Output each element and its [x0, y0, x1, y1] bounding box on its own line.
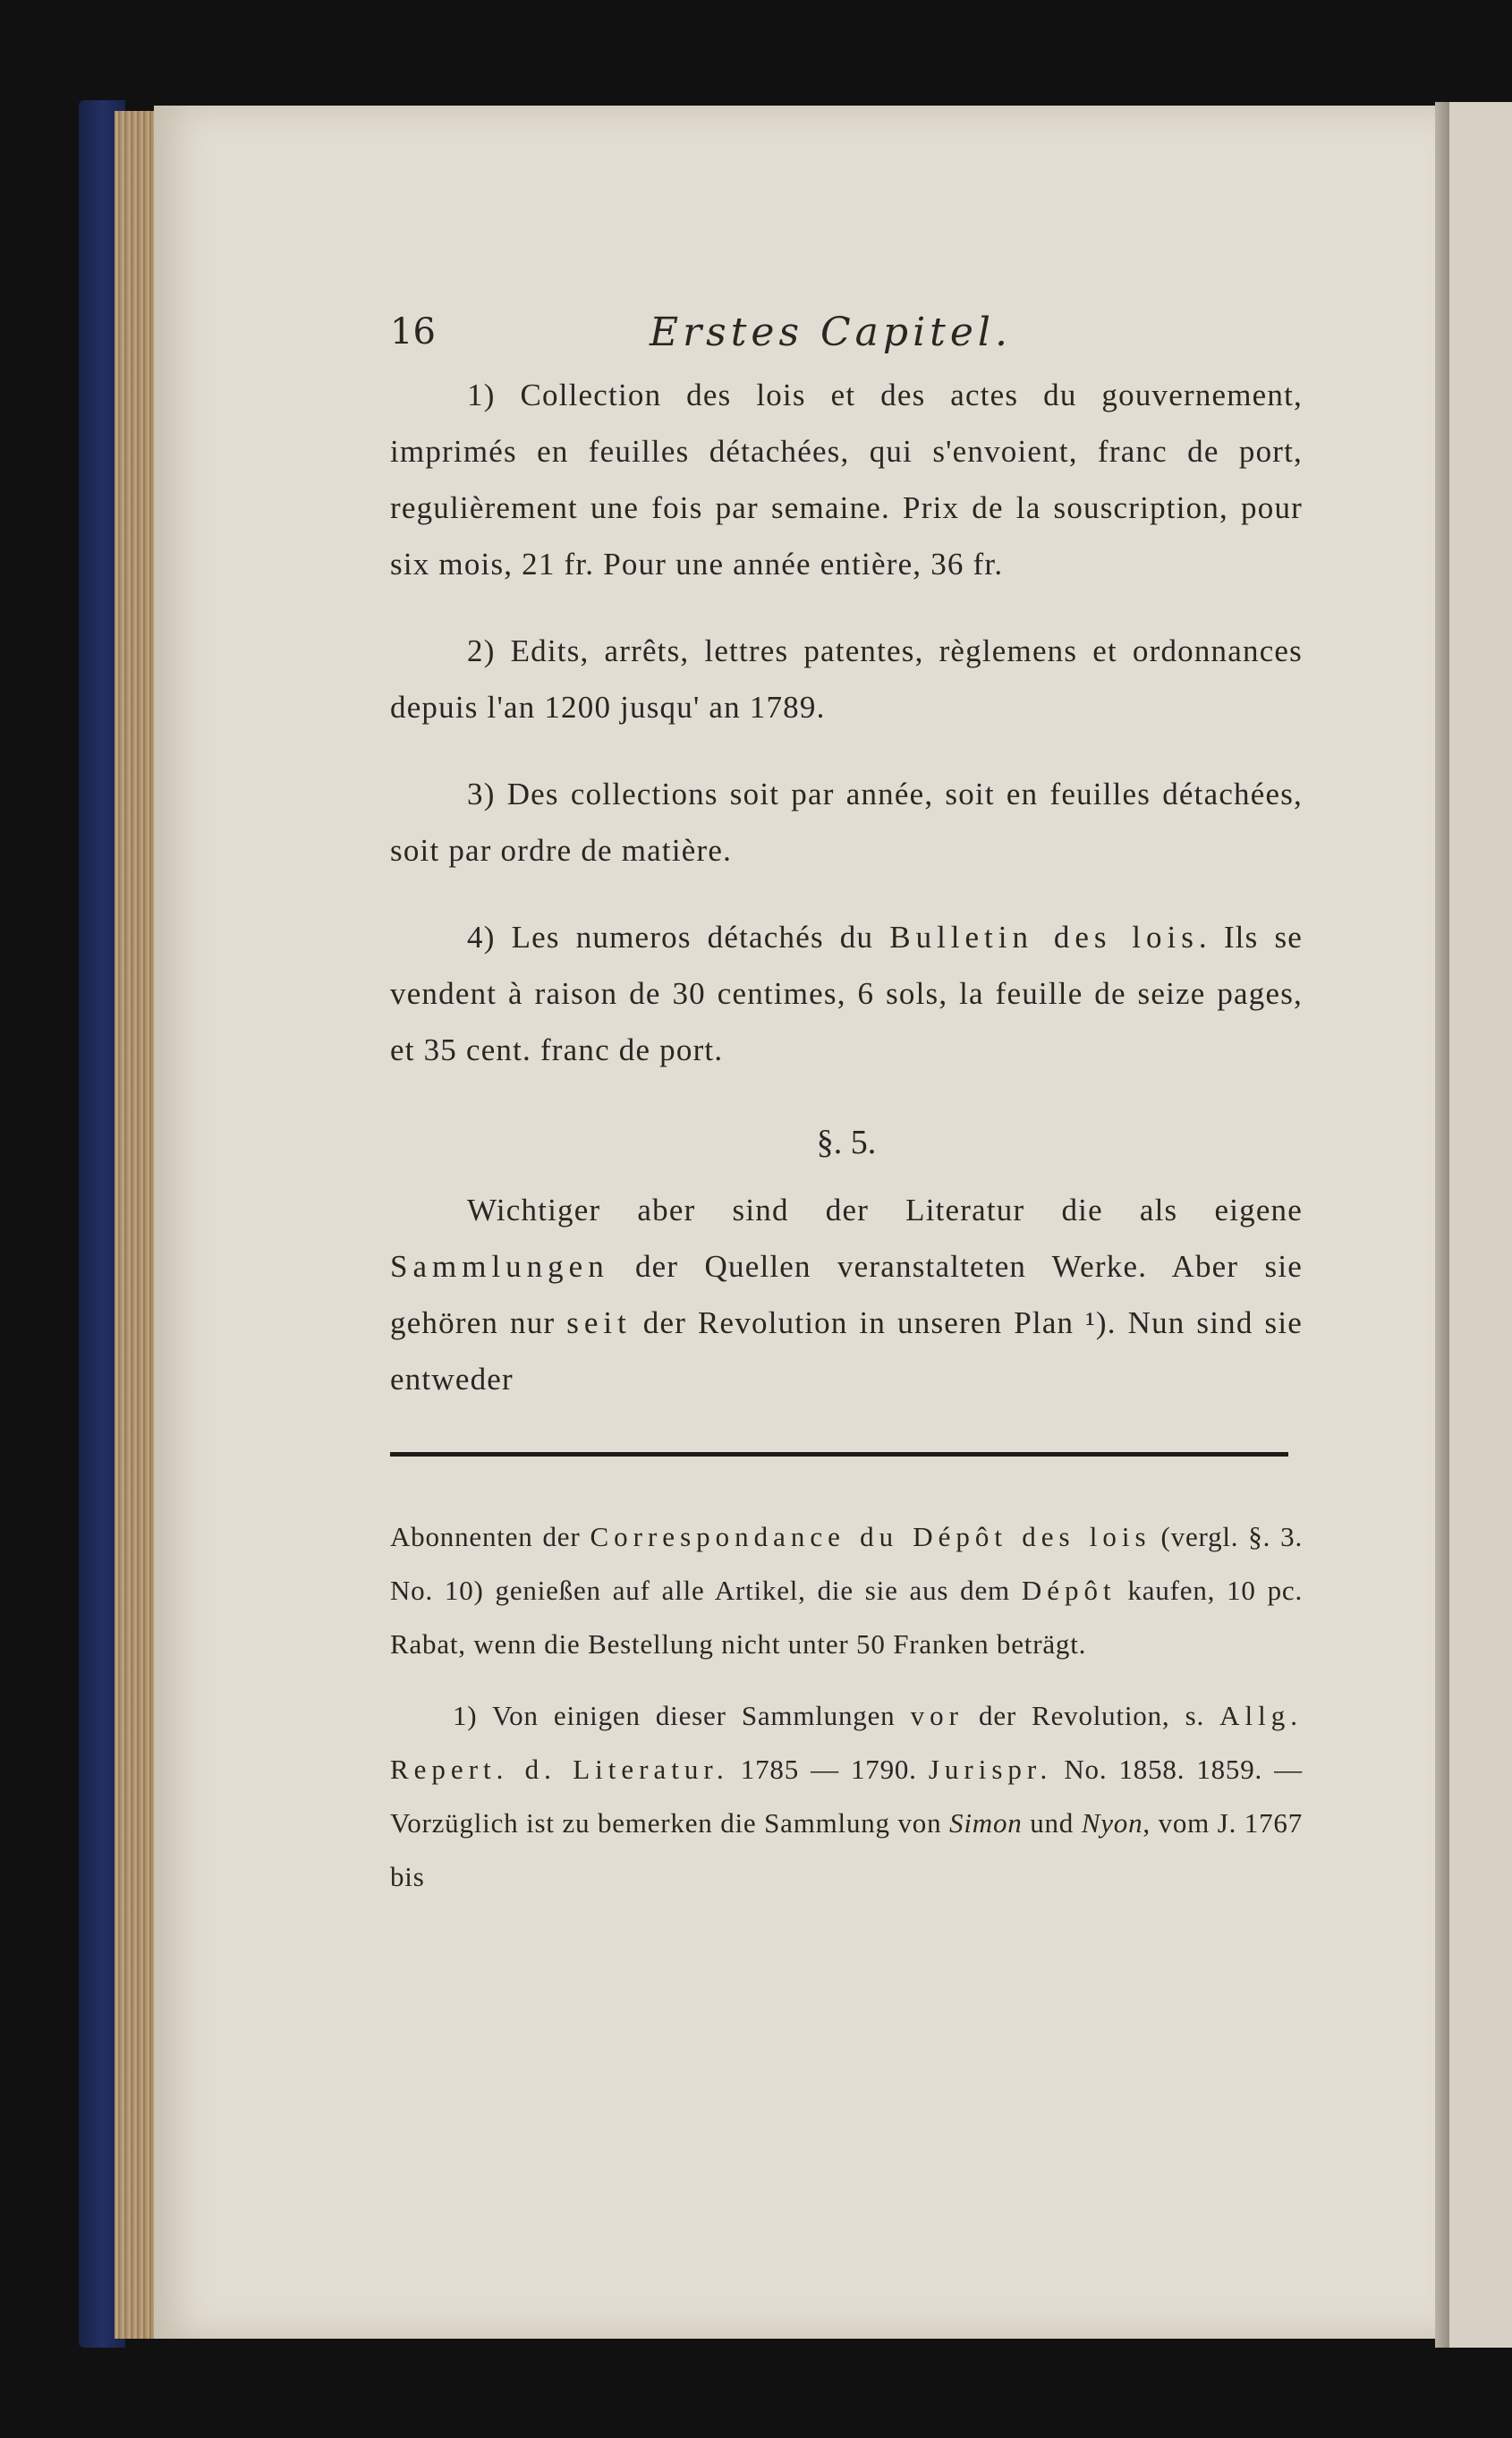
page-number: 16	[390, 311, 436, 353]
main-text	[390, 367, 1303, 1407]
paragraph: Wichtiger aber sind der Literatur die als eigene Sammlungen der Quellen veranstalteten Werke. Aber sie gehören nur seit der Revolution in unseren Plan ¹). Nun sind sie entweder	[390, 1193, 1303, 1397]
footnote-divider	[390, 1452, 1288, 1457]
page-content	[390, 304, 1303, 1904]
list-item: 3) Des collections soit par année, soit en feuilles détachées, soit par ordre de matière.	[390, 777, 1303, 868]
footnotes	[390, 1510, 1303, 1904]
footnote: 1) Von einigen dieser Sammlungen vor der Revolution, s. Allg. Repert. d. Literatur. 1785 — 1790. Jurispr. No. 1858. 1859. — Vorzüglich ist zu bemerken die Sammlung von Simon und Nyon, vom J. 1767 bis	[390, 1700, 1304, 1892]
list-item: 1) Collection des lois et des actes du gouvernement, imprimés en feuilles détachées, qui s'envoient, franc de port, regulièrement une fois par semaine. Prix de la souscription, pour six mois, 21 fr. Pour une année entière, 36 fr.	[390, 378, 1303, 582]
list-item: 2) Edits, arrêts, lettres patentes, règlemens et ordonnances depuis l'an 1200 jusqu' an 1789.	[390, 633, 1303, 725]
footnote: Abonnenten der Correspondance du Dépôt des lois (vergl. §. 3. No. 10) genießen auf alle Artikel, die sie aus dem Dépôt kaufen, 10 pc. Rabat, wenn die Bestellung nicht unter 50 Franken beträgt.	[390, 1521, 1303, 1660]
section-heading: §. 5.	[816, 1124, 877, 1161]
list-item: 4) Les numeros détachés du Bulletin des lois. Ils se vendent à raison de 30 centimes, 6 sols, la feuille de seize pages, et 35 cent. franc de port.	[390, 920, 1304, 1067]
page-header	[390, 304, 1303, 367]
next-page-edge	[1449, 102, 1512, 2348]
running-title: Erstes Capitel.	[650, 310, 1012, 355]
